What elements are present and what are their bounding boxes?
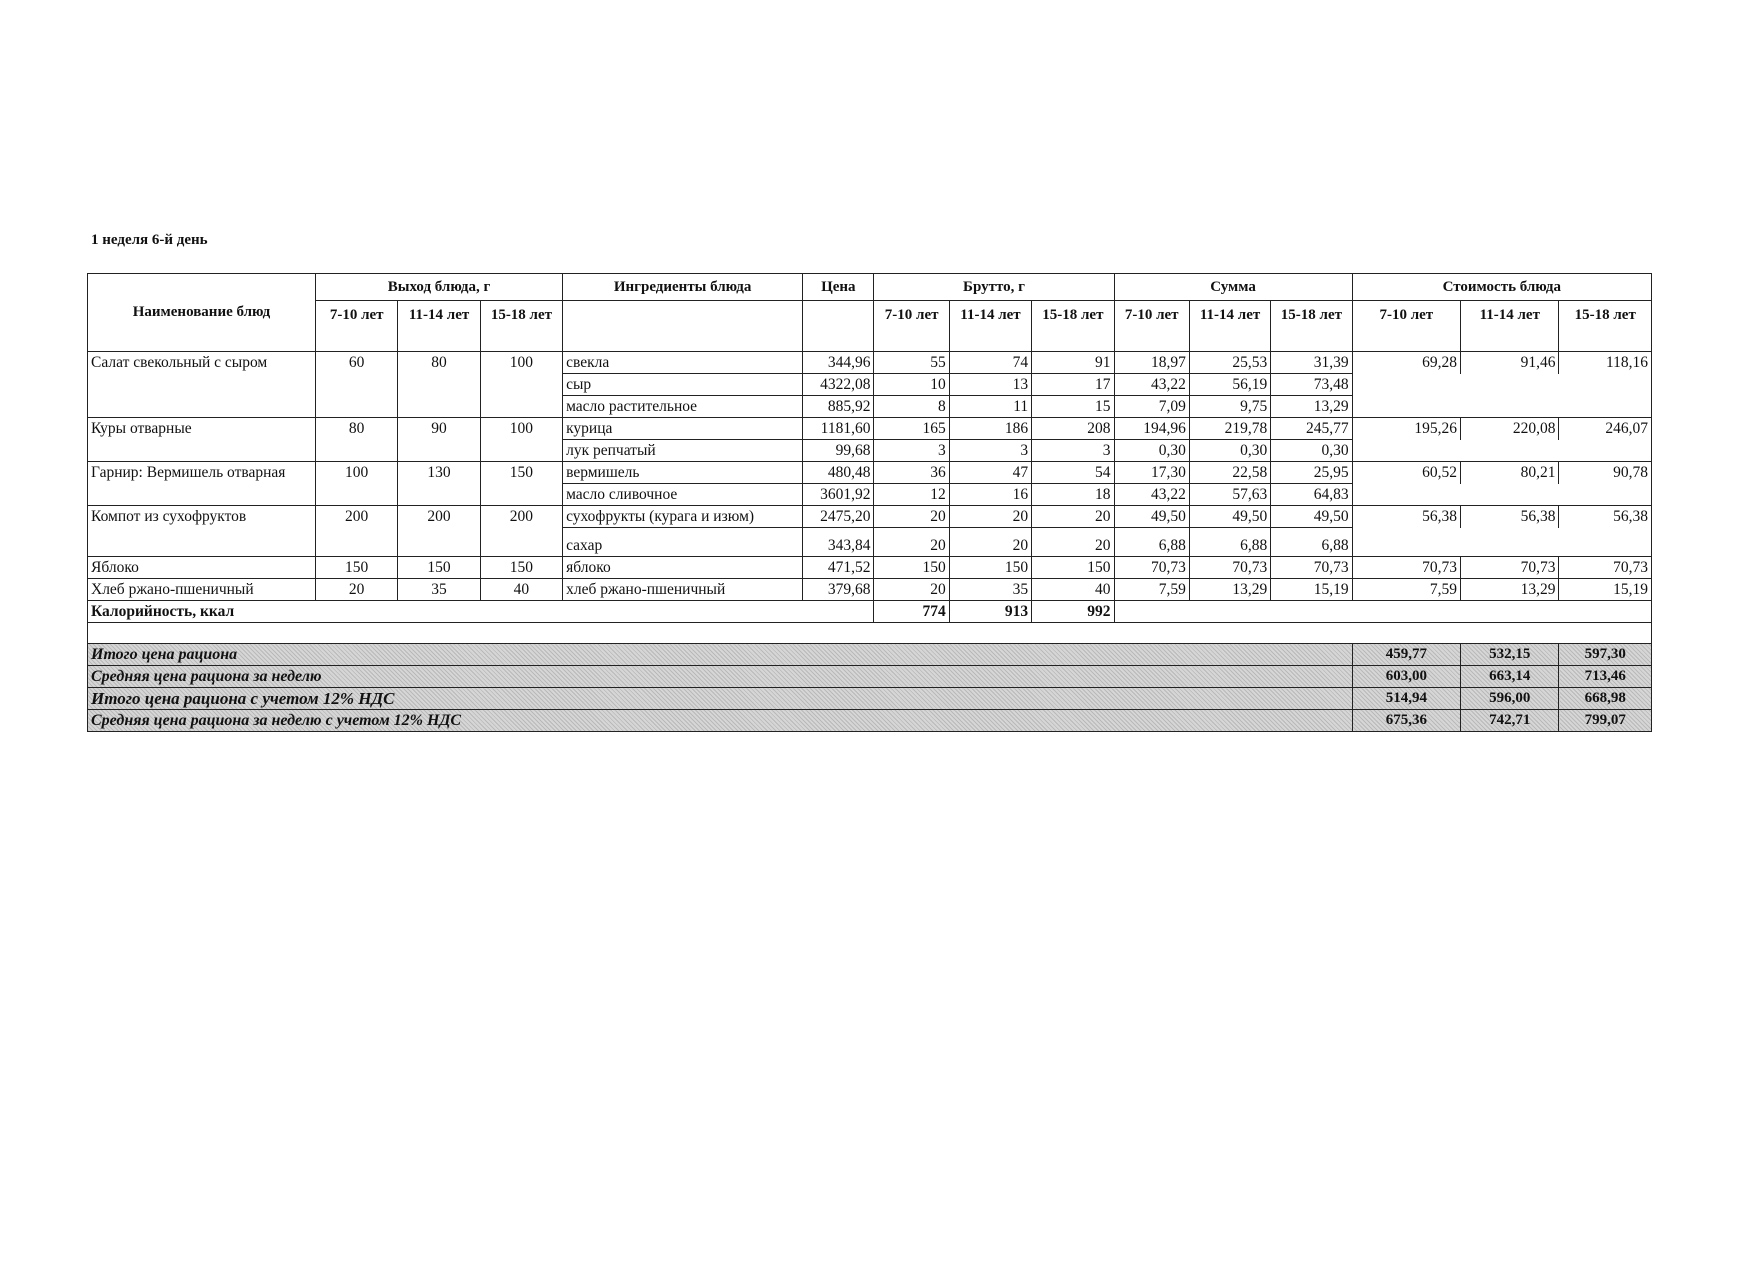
ingredient-gross: 20: [949, 506, 1031, 528]
ingredient-gross: 20: [874, 506, 949, 528]
ingredient-price: 343,84: [803, 528, 874, 557]
total-row: [88, 666, 1652, 688]
ingredient-price: 480,48: [803, 462, 874, 484]
ingredient-gross: 36: [874, 462, 949, 484]
ingredient-sum: 43,22: [1114, 374, 1189, 396]
header-gross-age: 15-18 лет: [1032, 301, 1114, 352]
ingredient-sum: 25,95: [1271, 462, 1352, 484]
dish-yield: 100: [480, 418, 562, 462]
ingredient-gross: 40: [1032, 579, 1114, 601]
ingredient-sum: 7,09: [1114, 396, 1189, 418]
calories-label: Калорийность, ккал: [88, 601, 874, 623]
cost-blank: [1352, 374, 1651, 396]
menu-table: [87, 273, 1652, 732]
ingredient-gross: 3: [874, 440, 949, 462]
ingredient-gross: 20: [1032, 528, 1114, 557]
ingredient-gross: 20: [874, 579, 949, 601]
ingredient-price: 3601,92: [803, 484, 874, 506]
ingredient-gross: 20: [949, 528, 1031, 557]
ingredient-sum: 0,30: [1271, 440, 1352, 462]
header-sum-age: 11-14 лет: [1189, 301, 1270, 352]
dish-yield: 200: [398, 506, 480, 557]
ingredient-sum: 70,73: [1114, 557, 1189, 579]
ingredient-gross: 3: [1032, 440, 1114, 462]
dish-name: Яблоко: [88, 557, 316, 579]
ingredient-name: сухофрукты (курага и изюм): [563, 506, 803, 528]
total-row: [88, 644, 1652, 666]
header-row-main: [88, 274, 1652, 301]
table-row: [88, 418, 1652, 440]
dish-cost: 246,07: [1559, 418, 1652, 440]
dish-cost: 70,73: [1559, 557, 1652, 579]
ingredient-name: сыр: [563, 374, 803, 396]
ingredient-sum: 49,50: [1189, 506, 1270, 528]
cost-blank: [1352, 484, 1651, 506]
header-price-blank: [803, 301, 874, 352]
total-row: [88, 710, 1652, 732]
total-value: 713,46: [1559, 666, 1652, 688]
ingredient-name: хлеб ржано-пшеничный: [563, 579, 803, 601]
ingredient-gross: 55: [874, 352, 949, 374]
dish-yield: 35: [398, 579, 480, 601]
ingredient-gross: 35: [949, 579, 1031, 601]
ingredient-gross: 74: [949, 352, 1031, 374]
header-gross: Брутто, г: [874, 274, 1114, 301]
dish-cost: 7,59: [1352, 579, 1460, 601]
header-yield-age: 7-10 лет: [316, 301, 398, 352]
dish-cost: 90,78: [1559, 462, 1652, 484]
ingredient-sum: 43,22: [1114, 484, 1189, 506]
ingredient-sum: 0,30: [1189, 440, 1270, 462]
ingredient-price: 471,52: [803, 557, 874, 579]
dish-cost: 91,46: [1461, 352, 1559, 374]
calories-value: 992: [1032, 601, 1114, 623]
dish-name: Куры отварные: [88, 418, 316, 462]
table-row: [88, 579, 1652, 601]
menu-body: [88, 352, 1652, 623]
dish-yield: 80: [398, 352, 480, 418]
ingredient-price: 885,92: [803, 396, 874, 418]
ingredient-sum: 49,50: [1271, 506, 1352, 528]
dish-cost: 70,73: [1352, 557, 1460, 579]
total-value: 596,00: [1461, 688, 1559, 710]
ingredient-sum: 31,39: [1271, 352, 1352, 374]
dish-name: Гарнир: Вермишель отварная: [88, 462, 316, 506]
ingredient-gross: 20: [1032, 506, 1114, 528]
calories-value: 774: [874, 601, 949, 623]
calories-blank: [1114, 601, 1651, 623]
total-label: Средняя цена рациона за неделю с учетом 12% НДС: [88, 710, 1353, 732]
ingredient-sum: 7,59: [1114, 579, 1189, 601]
dish-yield: 90: [398, 418, 480, 462]
cost-blank: [1352, 528, 1651, 557]
total-value: 514,94: [1352, 688, 1460, 710]
dish-yield: 150: [480, 462, 562, 506]
header-cost-age: 11-14 лет: [1461, 301, 1559, 352]
dish-yield: 100: [480, 352, 562, 418]
cost-blank: [1352, 396, 1651, 418]
ingredient-price: 1181,60: [803, 418, 874, 440]
ingredient-price: 344,96: [803, 352, 874, 374]
totals-body: [88, 623, 1652, 732]
ingredient-sum: 56,19: [1189, 374, 1270, 396]
header-yield-age: 15-18 лет: [480, 301, 562, 352]
ingredient-name: масло сливочное: [563, 484, 803, 506]
total-value: 663,14: [1461, 666, 1559, 688]
ingredient-name: масло растительное: [563, 396, 803, 418]
ingredient-gross: 208: [1032, 418, 1114, 440]
dish-cost: 56,38: [1352, 506, 1460, 528]
table-row: [88, 352, 1652, 374]
header-cost: Стоимость блюда: [1352, 274, 1651, 301]
total-value: 532,15: [1461, 644, 1559, 666]
ingredient-gross: 16: [949, 484, 1031, 506]
ingredient-name: свекла: [563, 352, 803, 374]
ingredient-gross: 8: [874, 396, 949, 418]
dish-cost: 15,19: [1559, 579, 1652, 601]
header-ingredients-blank: [563, 301, 803, 352]
total-value: 675,36: [1352, 710, 1460, 732]
ingredient-gross: 15: [1032, 396, 1114, 418]
dish-yield: 130: [398, 462, 480, 506]
header-cost-age: 7-10 лет: [1352, 301, 1460, 352]
dish-cost: 70,73: [1461, 557, 1559, 579]
dish-yield: 20: [316, 579, 398, 601]
dish-yield: 150: [316, 557, 398, 579]
header-gross-age: 11-14 лет: [949, 301, 1031, 352]
ingredient-sum: 64,83: [1271, 484, 1352, 506]
header-yield-age: 11-14 лет: [398, 301, 480, 352]
ingredient-gross: 91: [1032, 352, 1114, 374]
dish-yield: 150: [480, 557, 562, 579]
ingredient-sum: 13,29: [1189, 579, 1270, 601]
table-row: [88, 462, 1652, 484]
dish-cost: 80,21: [1461, 462, 1559, 484]
ingredient-name: лук репчатый: [563, 440, 803, 462]
ingredient-sum: 6,88: [1271, 528, 1352, 557]
ingredient-gross: 150: [949, 557, 1031, 579]
dish-yield: 100: [316, 462, 398, 506]
ingredient-gross: 3: [949, 440, 1031, 462]
ingredient-sum: 22,58: [1189, 462, 1270, 484]
ingredient-price: 379,68: [803, 579, 874, 601]
header-ingredients: Ингредиенты блюда: [563, 274, 803, 301]
ingredient-sum: 25,53: [1189, 352, 1270, 374]
total-value: 799,07: [1559, 710, 1652, 732]
calories-row: [88, 601, 1652, 623]
dish-cost: 69,28: [1352, 352, 1460, 374]
header-dish: Наименование блюд: [88, 274, 316, 352]
total-label: Итого цена рациона: [88, 644, 1353, 666]
dish-yield: 200: [480, 506, 562, 557]
ingredient-sum: 18,97: [1114, 352, 1189, 374]
page-title: 1 неделя 6-й день: [91, 232, 208, 248]
ingredient-gross: 165: [874, 418, 949, 440]
dish-cost: 195,26: [1352, 418, 1460, 440]
header-gross-age: 7-10 лет: [874, 301, 949, 352]
header-price: Цена: [803, 274, 874, 301]
ingredient-gross: 10: [874, 374, 949, 396]
ingredient-sum: 194,96: [1114, 418, 1189, 440]
gap-row: [88, 623, 1652, 644]
ingredient-gross: 11: [949, 396, 1031, 418]
ingredient-sum: 70,73: [1271, 557, 1352, 579]
ingredient-gross: 186: [949, 418, 1031, 440]
dish-name: Хлеб ржано-пшеничный: [88, 579, 316, 601]
ingredient-sum: 13,29: [1271, 396, 1352, 418]
ingredient-gross: 150: [1032, 557, 1114, 579]
table-row: [88, 506, 1652, 528]
dish-yield: 40: [480, 579, 562, 601]
ingredient-sum: 0,30: [1114, 440, 1189, 462]
dish-name: Салат свекольный с сыром: [88, 352, 316, 418]
ingredient-gross: 13: [949, 374, 1031, 396]
ingredient-sum: 73,48: [1271, 374, 1352, 396]
header-cost-age: 15-18 лет: [1559, 301, 1652, 352]
dish-cost: 13,29: [1461, 579, 1559, 601]
total-label: Итого цена рациона с учетом 12% НДС: [88, 688, 1353, 710]
table-row: [88, 557, 1652, 579]
total-value: 668,98: [1559, 688, 1652, 710]
dish-yield: 60: [316, 352, 398, 418]
ingredient-sum: 6,88: [1114, 528, 1189, 557]
ingredient-gross: 17: [1032, 374, 1114, 396]
ingredient-sum: 245,77: [1271, 418, 1352, 440]
header-sum-age: 15-18 лет: [1271, 301, 1352, 352]
dish-name: Компот из сухофруктов: [88, 506, 316, 557]
total-row: [88, 688, 1652, 710]
dish-cost: 118,16: [1559, 352, 1652, 374]
ingredient-price: 4322,08: [803, 374, 874, 396]
ingredient-gross: 20: [874, 528, 949, 557]
ingredient-sum: 17,30: [1114, 462, 1189, 484]
dish-yield: 200: [316, 506, 398, 557]
ingredient-sum: 57,63: [1189, 484, 1270, 506]
total-value: 459,77: [1352, 644, 1460, 666]
total-label: Средняя цена рациона за неделю: [88, 666, 1353, 688]
dish-cost: 56,38: [1559, 506, 1652, 528]
ingredient-name: яблоко: [563, 557, 803, 579]
header-sum: Сумма: [1114, 274, 1352, 301]
ingredient-gross: 12: [874, 484, 949, 506]
header-sum-age: 7-10 лет: [1114, 301, 1189, 352]
ingredient-price: 2475,20: [803, 506, 874, 528]
dish-cost: 56,38: [1461, 506, 1559, 528]
total-value: 742,71: [1461, 710, 1559, 732]
header-row-ages: [88, 301, 1652, 352]
dish-yield: 80: [316, 418, 398, 462]
cost-blank: [1352, 440, 1651, 462]
dish-cost: 60,52: [1352, 462, 1460, 484]
total-value: 603,00: [1352, 666, 1460, 688]
ingredient-gross: 54: [1032, 462, 1114, 484]
ingredient-gross: 18: [1032, 484, 1114, 506]
ingredient-sum: 9,75: [1189, 396, 1270, 418]
ingredient-name: вермишель: [563, 462, 803, 484]
ingredient-sum: 70,73: [1189, 557, 1270, 579]
ingredient-sum: 219,78: [1189, 418, 1270, 440]
calories-value: 913: [949, 601, 1031, 623]
ingredient-sum: 6,88: [1189, 528, 1270, 557]
ingredient-sum: 15,19: [1271, 579, 1352, 601]
ingredient-gross: 47: [949, 462, 1031, 484]
header-yield: Выход блюда, г: [316, 274, 563, 301]
ingredient-price: 99,68: [803, 440, 874, 462]
ingredient-name: сахар: [563, 528, 803, 557]
dish-cost: 220,08: [1461, 418, 1559, 440]
ingredient-gross: 150: [874, 557, 949, 579]
ingredient-sum: 49,50: [1114, 506, 1189, 528]
ingredient-name: курица: [563, 418, 803, 440]
total-value: 597,30: [1559, 644, 1652, 666]
dish-yield: 150: [398, 557, 480, 579]
